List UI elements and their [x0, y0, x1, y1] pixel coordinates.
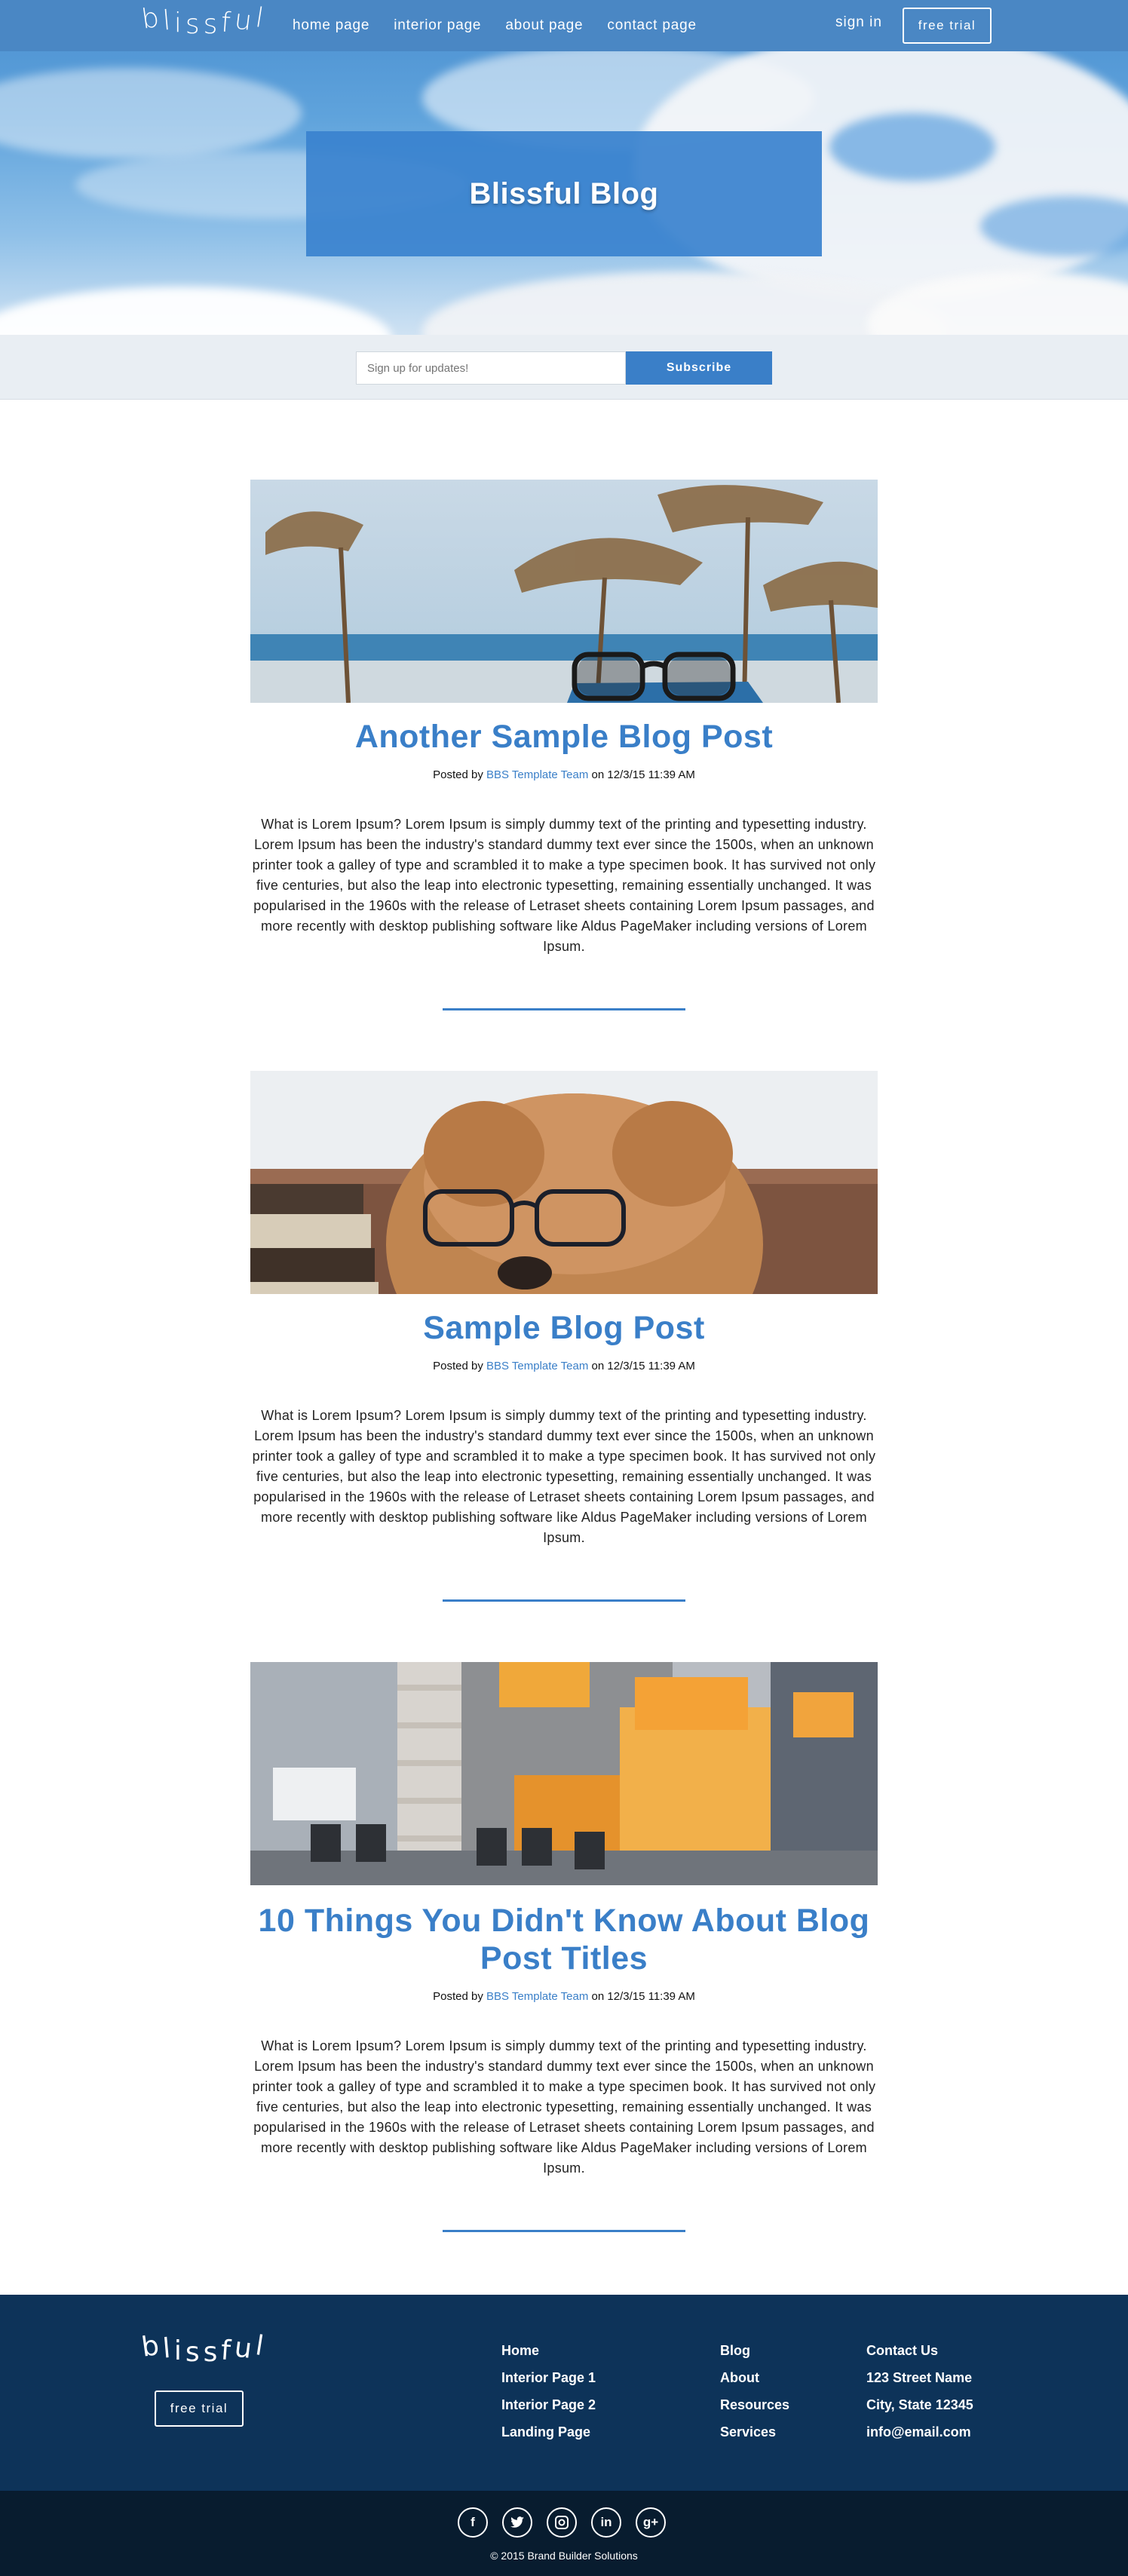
top-navigation-bar [0, 0, 1128, 51]
subscribe-button[interactable]: Subscribe [626, 351, 772, 385]
post-title[interactable]: 10 Things You Didn't Know About Blog Post Titles [258, 1903, 870, 1976]
subscribe-email-input[interactable] [356, 351, 626, 385]
main-nav [293, 17, 721, 35]
footer-link-landing[interactable]: Landing Page [501, 2424, 591, 2440]
footer [0, 2295, 1128, 2491]
twitter-icon[interactable] [502, 2507, 532, 2538]
free-trial-button[interactable]: free trial [903, 8, 992, 44]
linkedin-icon[interactable]: in [591, 2507, 621, 2538]
hero-title-box [306, 131, 822, 256]
sign-in-link[interactable]: sign in [835, 14, 882, 30]
post-body: What is Lorem Ipsum? Lorem Ipsum is simply dummy text of the printing and typesetting industry. Lorem Ipsum has been the industry's standard dummy text ever since the 1500s, when an unknown printer took a galley of type and scrambled it to make a type specimen book. It has survived not only five centuries, but also the leap into electronic typesetting, remaining essentially unchanged. It was popularised in the 1960s with the release of Letraset sheets containing Lorem Ipsum passages, and more recently with desktop publishing software like Aldus PageMaker including versions of Lorem Ipsum. [252, 2038, 876, 2176]
post-author-link[interactable]: BBS Template Team [486, 1360, 589, 1372]
post-divider [443, 2230, 685, 2232]
post-byline [250, 1359, 878, 1374]
post-title[interactable]: Sample Blog Post [423, 1310, 705, 1346]
post-body: What is Lorem Ipsum? Lorem Ipsum is simply dummy text of the printing and typesetting industry. Lorem Ipsum has been the industry's standard dummy text ever since the 1500s, when an unknown printer took a galley of type and scrambled it to make a type specimen book. It has survived not only five centuries, but also the leap into electronic typesetting, remaining essentially unchanged. It was popularised in the 1960s with the release of Letraset sheets containing Lorem Ipsum passages, and more recently with desktop publishing software like Aldus PageMaker including versions of Lorem Ipsum. [252, 1408, 876, 1545]
facebook-icon[interactable]: f [458, 2507, 488, 2538]
post-byline [250, 768, 878, 783]
posted-by-label: Posted by [433, 768, 483, 781]
footer-logo[interactable]: blissful [139, 2329, 270, 2368]
footer-free-trial-button[interactable]: free trial [155, 2390, 244, 2427]
footer-link-home[interactable]: Home [501, 2343, 540, 2358]
footer-links-col-2 [720, 2337, 789, 2446]
subscribe-bar [0, 335, 1128, 400]
footer-bottom-bar [0, 2491, 1128, 2576]
footer-link-resources[interactable]: Resources [720, 2397, 790, 2412]
footer-links-col-1 [501, 2337, 596, 2446]
post-date: on 12/3/15 11:39 AM [591, 1360, 695, 1372]
blog-post [250, 1662, 878, 2243]
nav-about-page[interactable]: about page [505, 17, 584, 33]
post-date: on 12/3/15 11:39 AM [591, 1990, 695, 2003]
logo[interactable]: blissful [139, 2, 270, 40]
footer-link-blog[interactable]: Blog [720, 2343, 750, 2358]
post-image-dog-glasses[interactable] [250, 1071, 878, 1294]
footer-link-services[interactable]: Services [720, 2424, 777, 2440]
footer-link-interior-2[interactable]: Interior Page 2 [501, 2397, 596, 2412]
nav-home-page[interactable]: home page [293, 17, 370, 33]
post-date: on 12/3/15 11:39 AM [591, 768, 695, 781]
post-byline [250, 1989, 878, 2004]
nav-interior-page[interactable]: interior page [394, 17, 482, 33]
instagram-icon[interactable] [547, 2507, 577, 2538]
post-title[interactable]: Another Sample Blog Post [354, 719, 774, 755]
footer-link-about[interactable]: About [720, 2370, 759, 2385]
page-title: Blissful Blog [469, 177, 659, 210]
copyright: © 2015 Brand Builder Solutions [490, 2550, 638, 2562]
footer-address-city: City, State 12345 [866, 2397, 973, 2412]
footer-address-street: 123 Street Name [866, 2370, 973, 2385]
footer-link-interior-1[interactable]: Interior Page 1 [501, 2370, 596, 2385]
google-plus-icon[interactable]: g+ [636, 2507, 666, 2538]
post-divider [443, 1008, 685, 1010]
social-links [458, 2507, 680, 2539]
post-divider [443, 1599, 685, 1602]
nav-contact-page[interactable]: contact page [607, 17, 697, 33]
blog-post [250, 480, 878, 1023]
footer-link-contact-us[interactable]: Contact Us [866, 2343, 939, 2358]
post-author-link[interactable]: BBS Template Team [486, 768, 589, 781]
blog-post [250, 1071, 878, 1614]
posted-by-label: Posted by [433, 1990, 483, 2003]
post-image-office[interactable] [250, 1662, 878, 1885]
posted-by-label: Posted by [433, 1360, 483, 1372]
post-image-beach-glasses[interactable] [250, 480, 878, 703]
post-author-link[interactable]: BBS Template Team [486, 1990, 589, 2003]
post-body: What is Lorem Ipsum? Lorem Ipsum is simply dummy text of the printing and typesetting industry. Lorem Ipsum has been the industry's standard dummy text ever since the 1500s, when an unknown printer took a galley of type and scrambled it to make a type specimen book. It has survived not only five centuries, but also the leap into electronic typesetting, remaining essentially unchanged. It was popularised in the 1960s with the release of Letraset sheets containing Lorem Ipsum passages, and more recently with desktop publishing software like Aldus PageMaker including versions of Lorem Ipsum. [252, 817, 876, 954]
footer-contact [866, 2337, 973, 2446]
footer-email-link[interactable]: info@email.com [866, 2424, 971, 2440]
